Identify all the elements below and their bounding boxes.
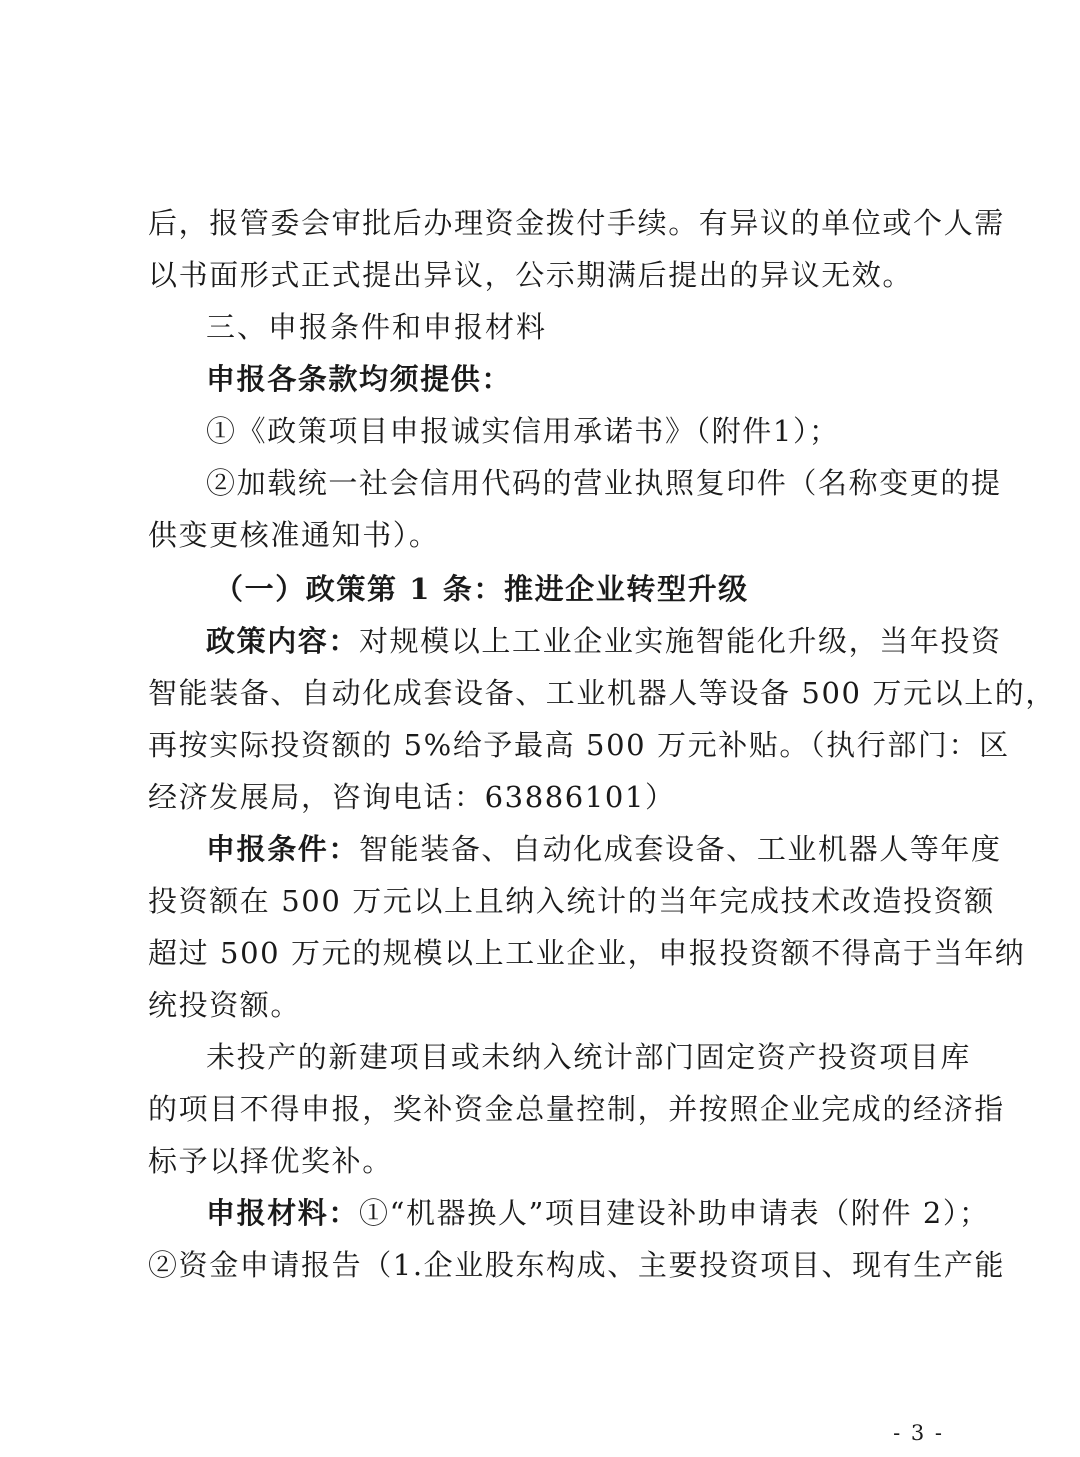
- materials-label: 申报材料：: [206, 1196, 360, 1230]
- paragraph-line: 超过 500 万元的规模以上工业企业，申报投资额不得高于当年纳: [148, 936, 1026, 970]
- paragraph-line: 供变更核准通知书）。: [148, 518, 440, 552]
- common-requirements-label: 申报各条款均须提供：: [206, 362, 513, 396]
- paragraph-line: 智能装备、自动化成套设备、工业机器人等设备 500 万元以上的，: [148, 676, 1056, 710]
- note-line: 未投产的新建项目或未纳入统计部门固定资产投资项目库: [206, 1040, 972, 1074]
- paragraph-line: 的项目不得申报，奖补资金总量控制，并按照企业完成的经济指: [148, 1092, 1005, 1126]
- policy-content-label: 政策内容：: [206, 624, 360, 658]
- materials-line: [206, 1193, 990, 1233]
- paragraph-line: 后，报管委会审批后办理资金拨付手续。有异议的单位或个人需: [148, 206, 1005, 240]
- common-requirement-item: ②加载统一社会信用代码的营业执照复印件（名称变更的提: [206, 466, 1002, 500]
- policy-content-text: 对规模以上工业企业实施智能化升级，当年投资: [359, 624, 1002, 658]
- policy-content-line: [206, 621, 1002, 661]
- section-heading: 三、申报条件和申报材料: [206, 310, 548, 344]
- materials-text: ①“机器换人”项目建设补助申请表（附件 2）；: [359, 1196, 990, 1230]
- conditions-label: 申报条件：: [206, 832, 360, 866]
- policy-heading: （一）政策第 1 条：推进企业转型升级: [214, 572, 749, 606]
- paragraph-line: 标予以择优奖补。: [148, 1144, 393, 1178]
- paragraph-line: 经济发展局，咨询电话：63886101）: [148, 780, 676, 814]
- paragraph-line: 统投资额。: [148, 988, 302, 1022]
- paragraph-line: 以书面形式正式提出异议，公示期满后提出的异议无效。: [148, 258, 914, 292]
- paragraph-line: 投资额在 500 万元以上且纳入统计的当年完成技术改造投资额: [148, 884, 995, 918]
- conditions-line: [206, 829, 1002, 869]
- paragraph-line: 再按实际投资额的 5%给予最高 500 万元补贴。（执行部门：区: [148, 728, 1010, 762]
- page-number: - 3 -: [893, 1421, 944, 1445]
- paragraph-line: ②资金申请报告（1.企业股东构成、主要投资项目、现有生产能: [148, 1248, 1006, 1282]
- conditions-text: 智能装备、自动化成套设备、工业机器人等年度: [359, 832, 1002, 866]
- common-requirement-item: ①《政策项目申报诚实信用承诺书》（附件1）；: [206, 414, 840, 448]
